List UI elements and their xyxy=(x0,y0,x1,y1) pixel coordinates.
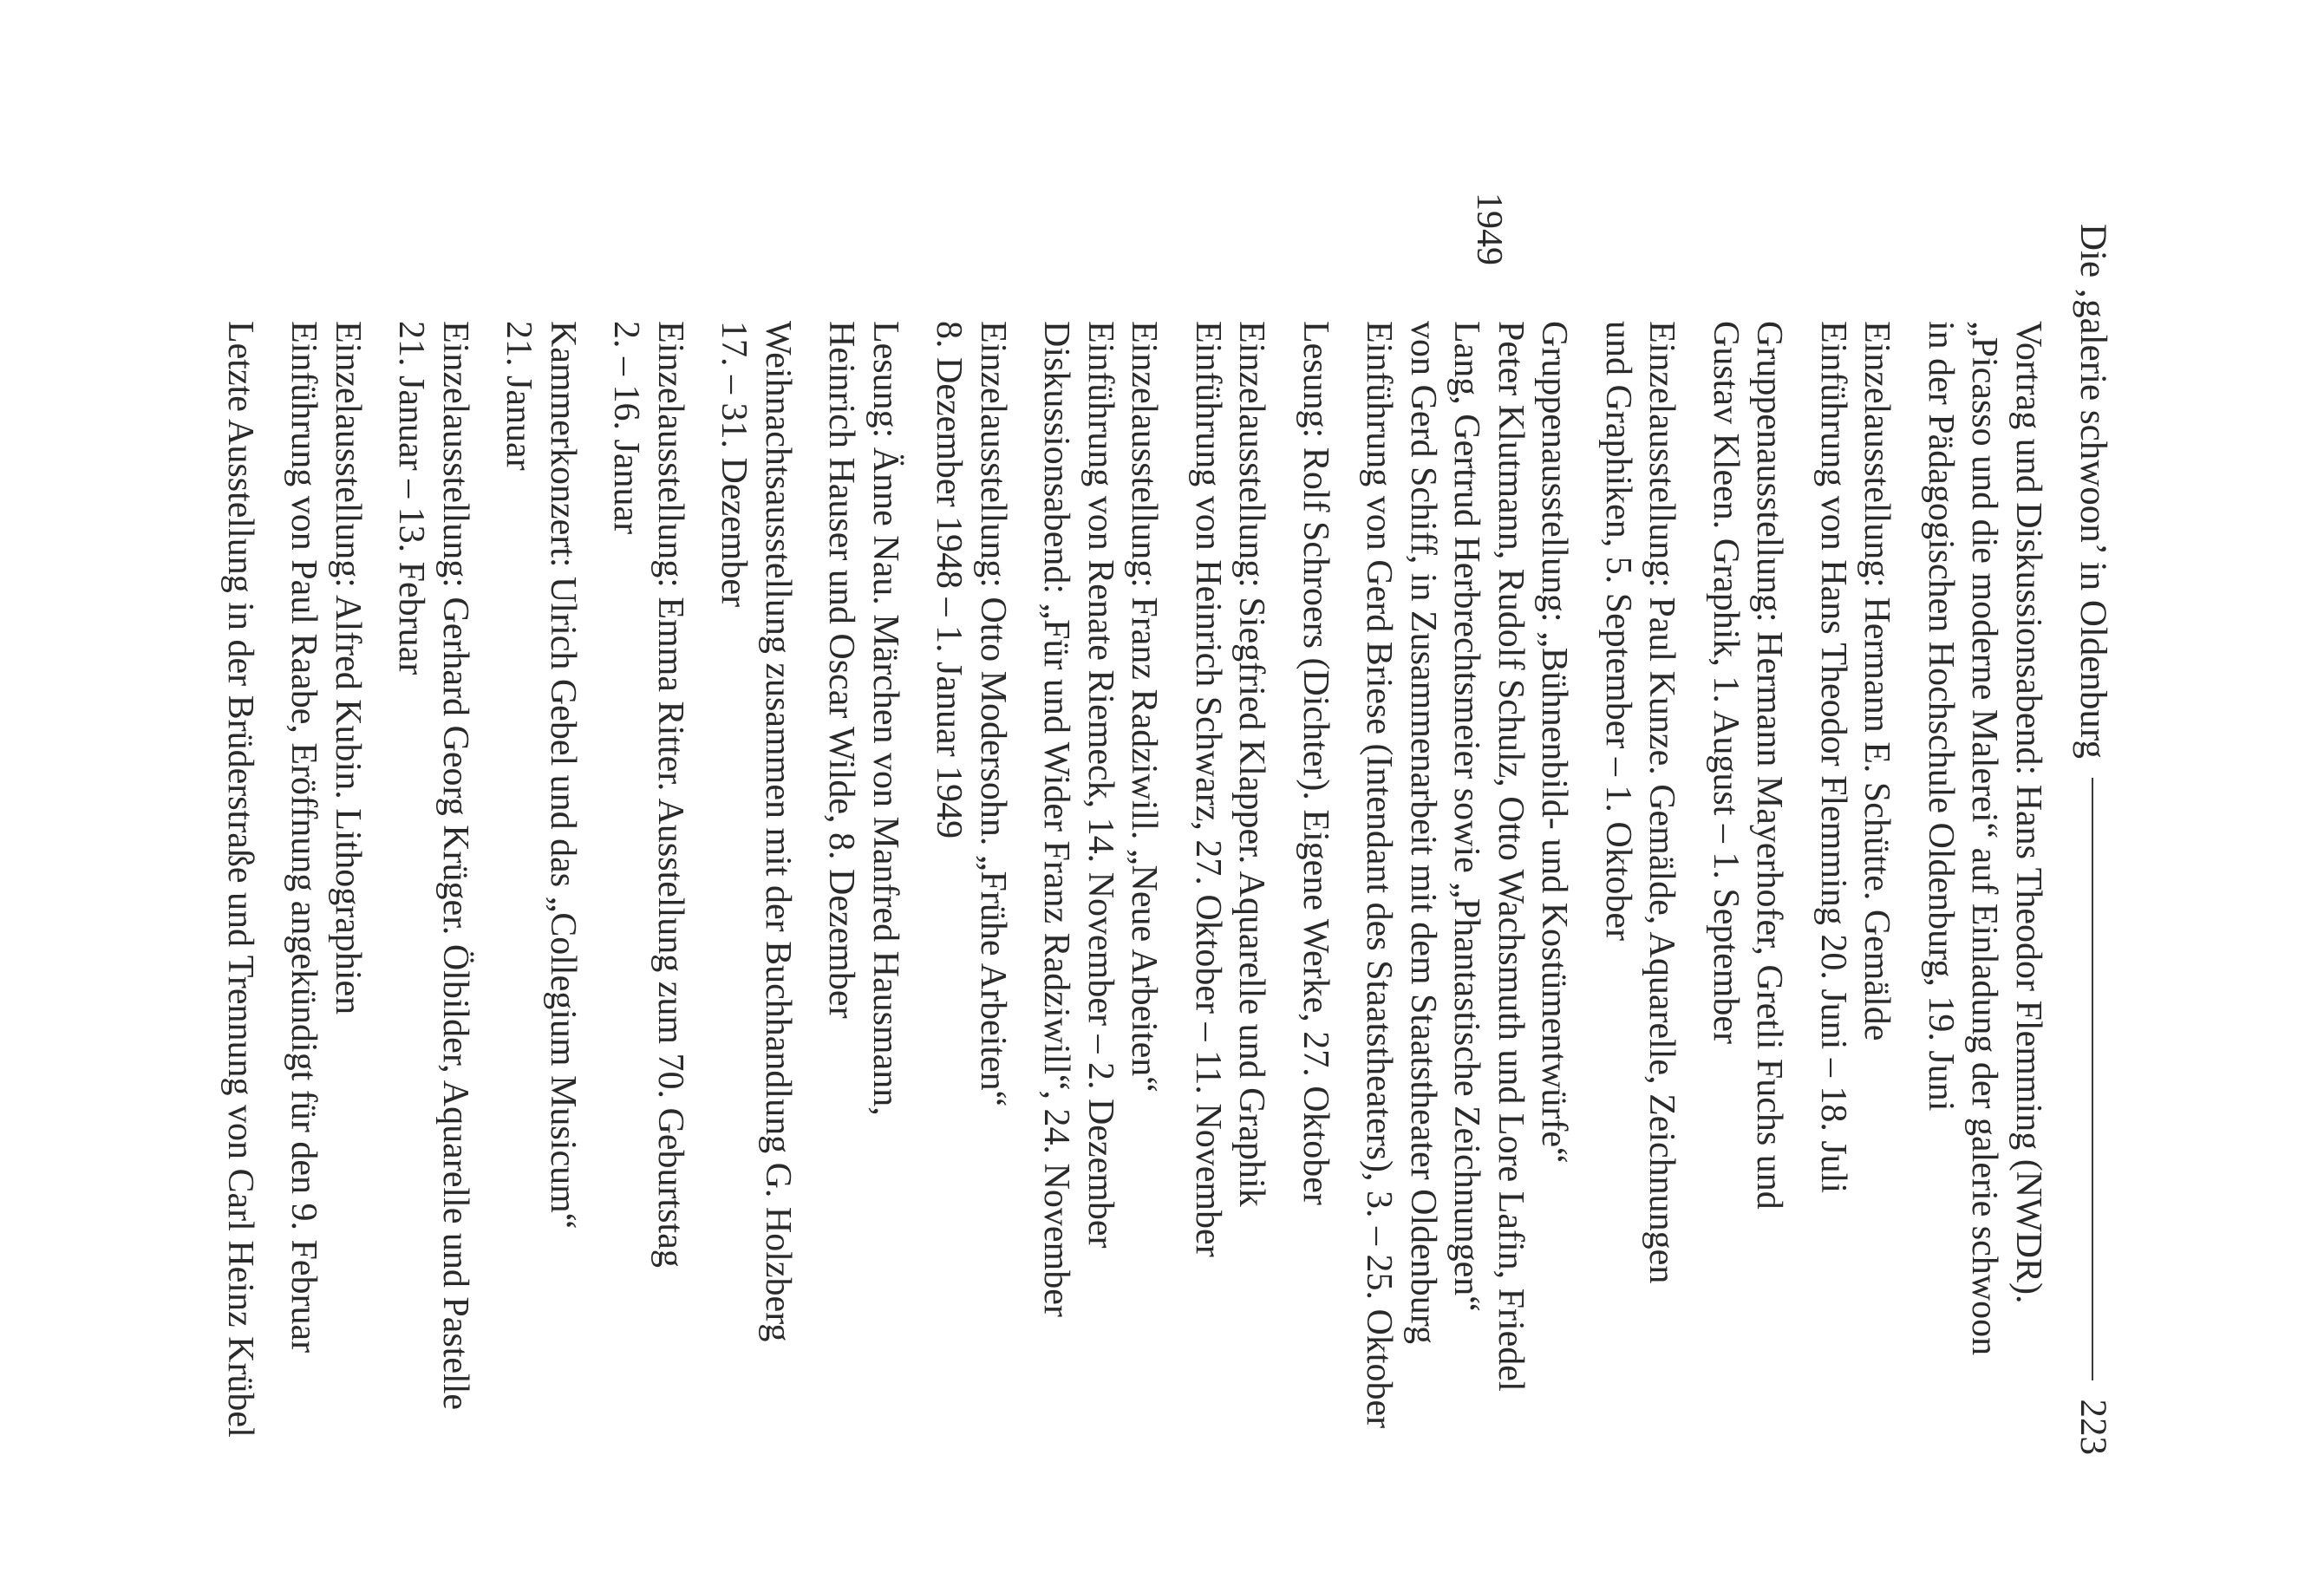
entry-line: Einführung von Renate Riemeck, 14. November – 2. Dezember xyxy=(1080,321,1120,1249)
entry-line: und Graphiken, 5. September – 1. Oktober xyxy=(1598,321,1638,942)
chronology-entry xyxy=(1596,321,1684,1509)
entry-line: 21. Januar xyxy=(499,321,539,471)
entry-line: Einzelausstellung: Alfred Kubin. Lithographien xyxy=(328,321,368,1015)
entry-line: Lesung: Änne Nau. Märchen von Manfred Hausmann, xyxy=(865,321,905,1116)
entry-line: 21. Januar – 13. Februar xyxy=(391,321,432,675)
entry-line: Einzelausstellung: Siegfried Klapper. Aquarelle und Graphik xyxy=(1231,321,1272,1207)
entry-line: Letzte Ausstellung in der Brüderstraße und Trennung von Carl Heinz Krübel xyxy=(220,321,260,1438)
entry-line: Einzelausstellung: Gerhard Georg Krüger. Ölbilder, Aquarelle und Pastelle xyxy=(435,321,475,1411)
entry-line: Lesung: Rolf Schroers (Dichter). Eigene Werke, 27. Oktober xyxy=(1296,321,1335,1205)
chronology-entry xyxy=(497,321,584,1509)
chronology-entry xyxy=(1035,321,1166,1509)
entry-line: Einzelausstellung: Otto Modersohn. „Frühe Arbeiten“ xyxy=(973,321,1013,1107)
chronology-entry xyxy=(712,321,800,1509)
entry-line: 8. Dezember 1948 – 1. Januar 1949 xyxy=(929,321,969,839)
entry-line: Einzelausstellung: Paul Kunze. Gemälde, Aquarelle, Zeichnungen xyxy=(1642,321,1682,1284)
chronology-entry xyxy=(282,321,369,1509)
chronology-entry xyxy=(1186,321,1274,1509)
chronology-entry xyxy=(1294,321,1338,1509)
entry-line: Einzelausstellung: Emma Ritter. Ausstellung zum 70. Geburtstag xyxy=(650,321,690,1268)
entry-line: Diskussionsabend: „Für und Wider Franz Radziwill“, 24. November xyxy=(1036,321,1077,1317)
entry-line: Kammerkonzert: Ulrich Gebel und das „Collegium Musicum“ xyxy=(543,321,583,1230)
chronology-entry xyxy=(604,321,692,1509)
entry-line: Peter Klutmann, Rudolf Schulz, Otto Wachsmuth und Lore Lafin, Friedel xyxy=(1491,321,1531,1392)
chronology-entry xyxy=(389,321,477,1509)
entry-line: Einzelausstellung: Hermann E. Schütte. Gemälde xyxy=(1857,321,1897,1041)
chronology-entry xyxy=(1812,321,1899,1509)
chronology-entry xyxy=(1704,321,1792,1509)
chronology-entry xyxy=(1919,321,2051,1509)
chronology-entry xyxy=(1357,321,1577,1509)
entry-line: Einzelausstellung: Franz Radziwill. „Neue Arbeiten“ xyxy=(1124,321,1165,1093)
entry-line: Gustav Kleen. Graphik, 1. August – 1. September xyxy=(1706,321,1746,1045)
entry-line: Vortrag und Diskussionsabend: Hans Theodor Flemming (NWDR). xyxy=(2008,321,2048,1304)
chronology-entry xyxy=(819,321,907,1509)
entry-line: 17. – 31. Dezember xyxy=(714,321,754,608)
chronology-entry xyxy=(219,321,263,1509)
entry-line: Einführung von Hans Theodor Flemming 20. Juni – 18. Juli xyxy=(1813,321,1853,1194)
header-rule xyxy=(2092,778,2094,1380)
page-number: 223 xyxy=(2073,1399,2113,1455)
entry-line: von Gerd Schiff, in Zusammenarbeit mit dem Staatstheater Oldenburg xyxy=(1403,321,1443,1344)
entry-line: Einführung von Gerd Briese (Intendant des Staatstheaters), 3. – 25. Oktober xyxy=(1359,321,1400,1429)
header-title: Die ‚galerie schwoon’ in Oldenburg xyxy=(2073,224,2113,759)
entry-line: Weihnachtsausstellung zusammen mit der Buchhandlung G. Holzberg xyxy=(758,321,798,1342)
entry-line: Lang, Gertrud Herbrechtsmeier sowie „Phantastische Zeichnungen“ xyxy=(1446,321,1487,1312)
entry-line: 2. – 16. Januar xyxy=(606,321,647,535)
entry-line: Heinrich Hauser und Oscar Wilde, 8. Dezember xyxy=(821,321,862,1019)
entry-line: „Picasso und die moderne Malerei“ auf Einladung der galerie schwoon xyxy=(1964,321,2005,1356)
chronology-list xyxy=(199,321,2051,1509)
entry-line: Gruppenausstellung: „Bühnenbild- und Kostümentwürfe“ xyxy=(1534,321,1575,1164)
entry-line: Einführung von Paul Raabe, Eröffnung angekündigt für den 9. Februar xyxy=(284,321,324,1354)
entry-line: Gruppenausstellung: Hermann Mayerhofer, Gretli Fuchs und xyxy=(1749,321,1790,1210)
chronology-entry xyxy=(927,321,1015,1509)
entry-line: Einführung von Heinrich Schwarz, 27. Oktober – 11. November xyxy=(1188,321,1228,1257)
year-marker: 1949 xyxy=(1469,192,1509,265)
entry-line: in der Pädagogischen Hochschule Oldenburg, 19. Juni xyxy=(1921,321,1961,1112)
running-header xyxy=(2074,224,2112,1455)
